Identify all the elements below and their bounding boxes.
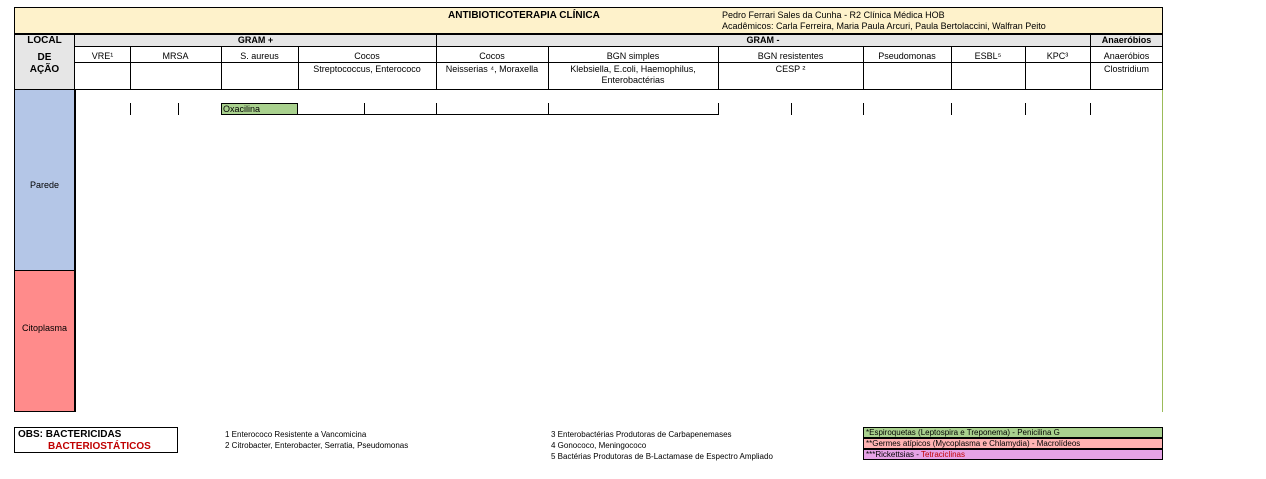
col-bgn-resistentes: BGN resistentes: [757, 51, 824, 61]
row-parede-label: Parede: [29, 180, 60, 190]
col-anaerobios: Anaeróbios: [1103, 51, 1150, 61]
note-atipicos-prefix: **Germes atípicos (Mycoplasma e Chlamydia) -: [866, 439, 1037, 448]
col-bgn-simples: BGN simples: [606, 51, 660, 61]
legend-bacteriostaticos: BACTERIOSTÁTICOS: [48, 441, 151, 452]
col-cocos-neg: Cocos: [479, 51, 505, 61]
note-atipicos-drug: Macrolídeos: [1036, 439, 1081, 448]
local-label-3: AÇÃO: [29, 64, 60, 75]
footnote-1: 1 Enterococo Resistente a Vancomicina: [225, 430, 367, 439]
note-espiroquetas-prefix: *Espiroquetas (Leptospira e Treponema) -: [866, 428, 1018, 437]
anaerobios-header: Anaeróbios: [1101, 35, 1152, 45]
footnote-4: 4 Gonococo, Meningococo: [551, 441, 647, 450]
col-bgn-simples-sub: Klebsiella, E.coli, Haemophilus,: [570, 64, 696, 74]
col-vre: VRE¹: [91, 51, 114, 61]
footnote-2: 2 Citrobacter, Enterobacter, Serratia, Pseudomonas: [225, 441, 409, 450]
footnote-5: 5 Bactérias Produtoras de B-Lactamase de Espectro Ampliado: [551, 452, 773, 461]
gram-positive-header: GRAM +: [237, 35, 274, 45]
col-cocos-neg-sub: Neisserias ⁴, Moraxella: [445, 64, 539, 74]
note-rickettsias-drug: Tetraciclinas: [920, 450, 965, 459]
author-line-1: Pedro Ferrari Sales da Cunha - R2 Clínica Médica HOB: [722, 10, 945, 20]
note-espiroquetas-drug: Penicilina G: [1017, 428, 1060, 437]
page-title: ANTIBIOTICOTERAPIA CLÍNICA: [448, 10, 600, 21]
col-bgn-resistentes-sub: CESP ²: [775, 64, 806, 74]
col-cocos-pos-sub: Streptococcus, Enterococo: [313, 64, 421, 74]
legend-bactericidas: OBS: BACTERICIDAS: [18, 429, 122, 440]
col-esbl: ESBL⁵: [974, 51, 1002, 61]
note-espiroquetas: [863, 427, 1163, 438]
col-cocos-pos: Cocos: [354, 51, 380, 61]
col-pseudomonas: Pseudomonas: [878, 51, 936, 61]
note-rickettsias: [863, 449, 1163, 460]
note-atipicos: [863, 438, 1163, 449]
gram-negative-header: GRAM -: [746, 35, 780, 45]
col-kpc: KPC³: [1046, 51, 1069, 61]
col-anaerobios-sub: Clostridium: [1103, 64, 1149, 74]
col-bgn-simples-sub2: Enterobactérias: [601, 75, 665, 85]
col-saureus: S. aureus: [240, 51, 279, 61]
row-citoplasma-label: Citoplasma: [21, 323, 68, 333]
author-line-2: Acadêmicos: Carla Ferreira, Maria Paula Arcuri, Paula Bertolaccini, Walfran Peito: [722, 21, 1046, 31]
note-rickettsias-prefix: ***Rickettsias -: [866, 450, 921, 459]
local-label-1: LOCAL: [27, 35, 62, 46]
local-label-2: DE: [37, 52, 52, 63]
col-mrsa: MRSA: [162, 51, 189, 61]
footnote-3: 3 Enterobactérias Produtoras de Carbapenemases: [551, 430, 732, 439]
row-citoplasma: [14, 271, 75, 412]
drug-bar-oxacilina-label: Oxacilina: [223, 104, 261, 114]
